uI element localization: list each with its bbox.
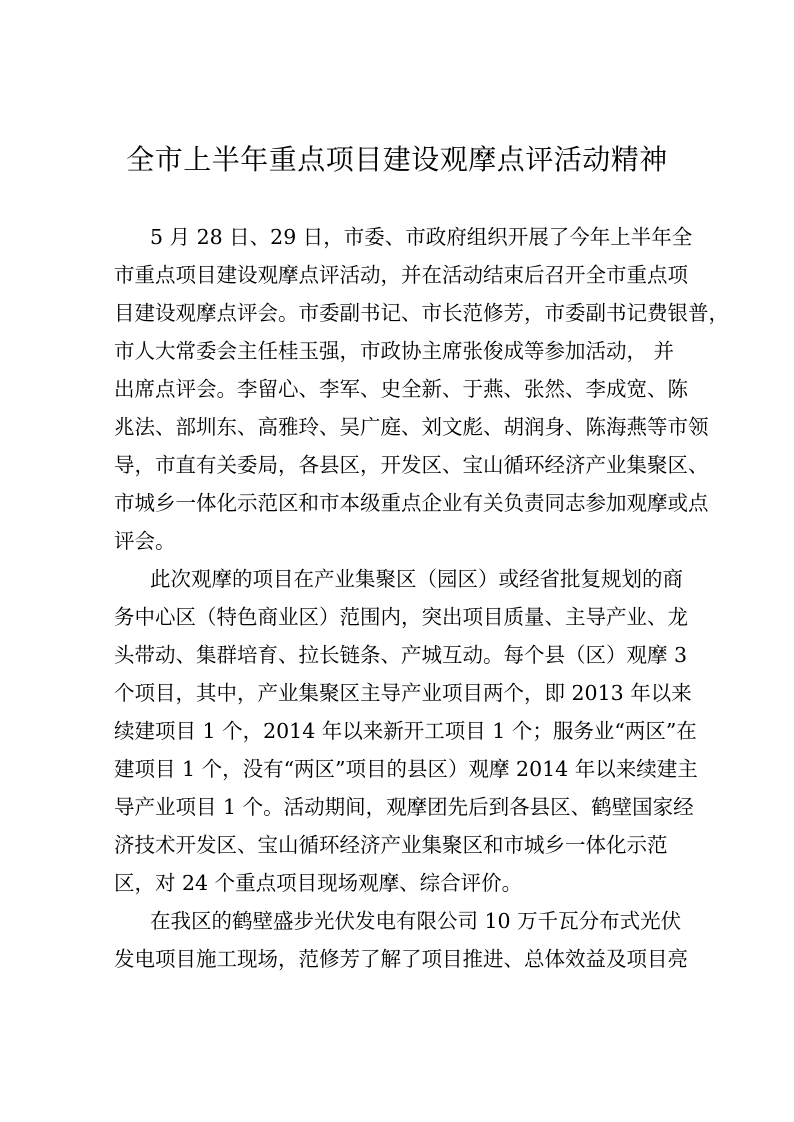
paragraph-1-line-3: 目建设观摩点评会。市委副书记、市长范修芳，市委副书记费银普，	[114, 301, 729, 325]
paragraph-2-line-6: 建项目 1 个，没有“两区”项目的县区）观摩 2014 年以来续建主	[114, 757, 698, 781]
paragraph-3-line-1: 在我区的鹤壁盛步光伏发电有限公司 10 万千瓦分布式光伏	[150, 909, 682, 933]
paragraph-2-line-3: 头带动、集群培育、拉长链条、产城互动。每个县（区）观摩 3	[114, 643, 688, 667]
paragraph-1-line-2: 市重点项目建设观摩点评活动，并在活动结束后召开全市重点项	[114, 263, 688, 287]
paragraph-2-line-8: 济技术开发区、宝山循环经济产业集聚区和市城乡一体化示范	[114, 833, 668, 857]
paragraph-1-line-6: 兆法、部圳东、高雅玲、吴广庭、刘文彪、胡润身、陈海燕等市领	[114, 415, 709, 439]
paragraph-2-line-9: 区，对 24 个重点项目现场观摩、综合评价。	[114, 871, 523, 895]
paragraph-1-line-9: 评会。	[114, 529, 176, 553]
paragraph-3-line-2: 发电项目施工现场，范修芳了解了项目推进、总体效益及项目亮	[114, 947, 688, 971]
document-body	[114, 218, 729, 978]
paragraph-1-line-4: 市人大常委会主任桂玉强，市政协主席张俊成等参加活动， 并	[114, 339, 675, 363]
paragraph-2-line-4: 个项目，其中，产业集聚区主导产业项目两个，即 2013 年以来	[114, 681, 692, 705]
paragraph-2-line-5: 续建项目 1 个，2014 年以来新开工项目 1 个；服务业“两区”在	[114, 719, 697, 743]
paragraph-1-line-8: 市城乡一体化示范区和市本级重点企业有关负责同志参加观摩或点	[114, 491, 709, 515]
document-title: 全市上半年重点项目建设观摩点评活动精神	[126, 143, 668, 176]
paragraph-1-line-1: 5 月 28 日、29 日，市委、市政府组织开展了今年上半年全	[150, 225, 693, 249]
paragraph-1-line-7: 导，市直有关委局，各县区，开发区、宝山循环经济产业集聚区、	[114, 453, 709, 477]
paragraph-2-line-2: 务中心区（特色商业区）范围内，突出项目质量、主导产业、龙	[114, 605, 688, 629]
paragraph-1-line-5: 出席点评会。李留心、李军、史全新、于燕、张然、李成宽、陈	[114, 377, 688, 401]
paragraph-2-line-7: 导产业项目 1 个。活动期间，观摩团先后到各县区、鹤壁国家经	[114, 795, 694, 819]
paragraph-2-line-1: 此次观摩的项目在产业集聚区（园区）或经省批复规划的商	[150, 567, 683, 591]
